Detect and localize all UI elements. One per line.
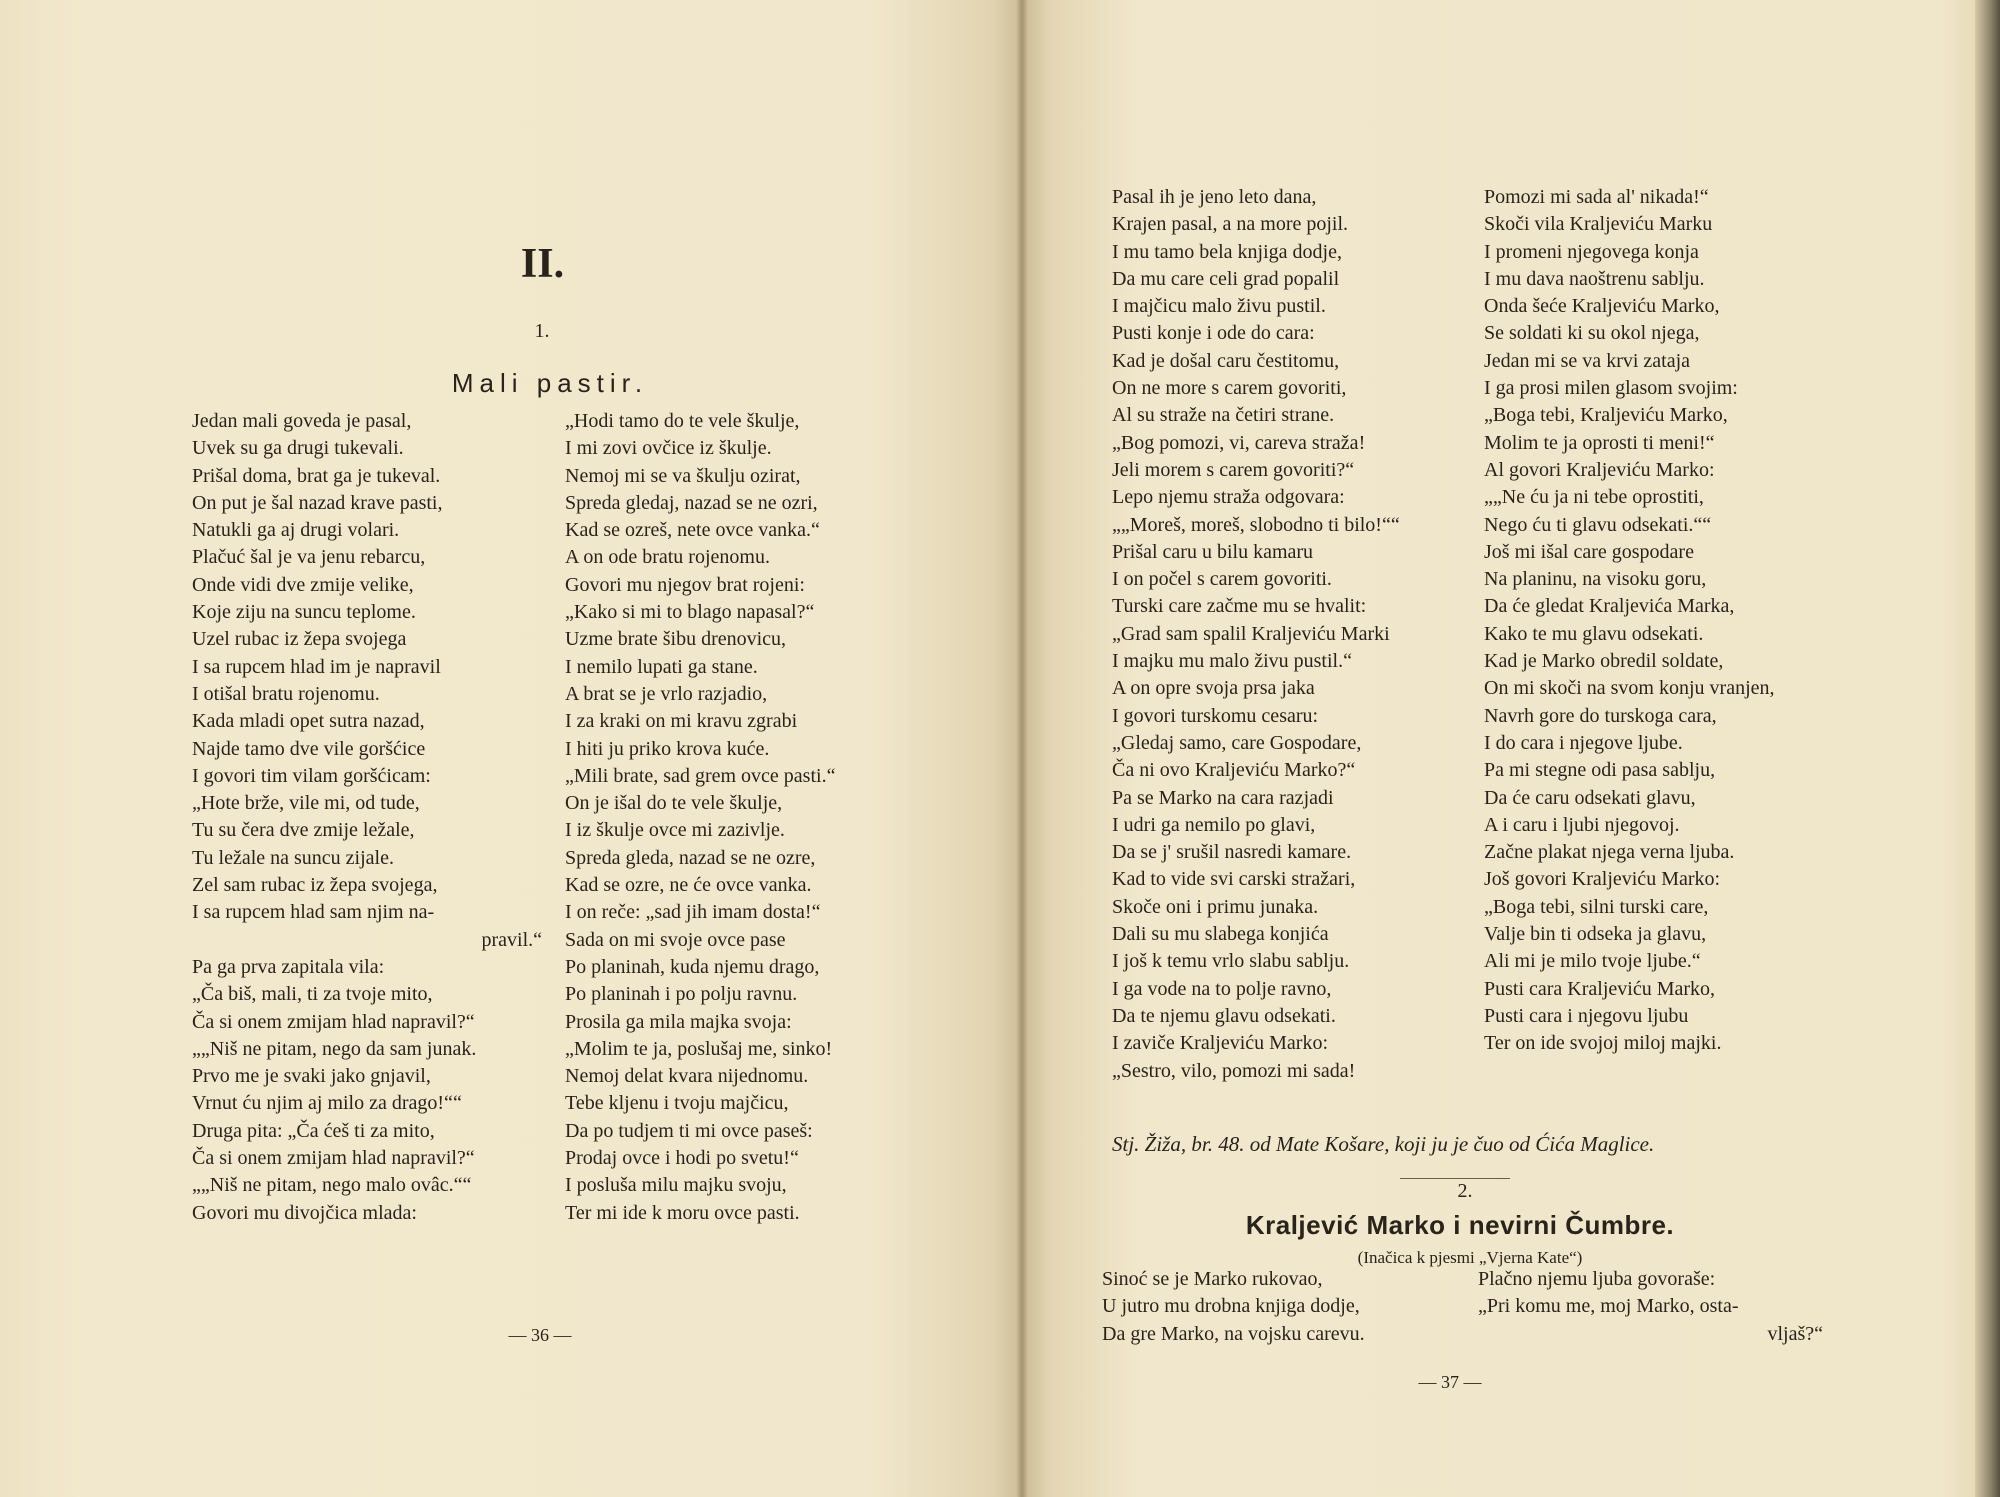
verse-line: Uzel rubac iz žepa svojega (192, 628, 407, 651)
verse-line: I zaviče Kraljeviću Marko: (1112, 1032, 1329, 1055)
verse-line: Turski care začme mu se hvalit: (1112, 595, 1367, 618)
verse-line: Plačuć šal je va jenu rebarcu, (192, 546, 426, 569)
verse-line: Kad je došal caru čestitomu, (1112, 349, 1340, 372)
verse-line: Da po tudjem ti mi ovce paseš: (565, 1119, 813, 1142)
verse-line: Ter mi ide k moru ovce pasti. (565, 1201, 800, 1224)
verse-line: Valje bin ti odseka ja glavu, (1484, 923, 1707, 946)
verse-line: Tu su čera dve zmije ležale, (192, 819, 415, 842)
verse-line: Govori mu divojčica mlada: (192, 1201, 417, 1224)
verse-line: Po planinah i po polju ravnu. (565, 983, 798, 1006)
verse-line: Onda šeće Kraljeviću Marko, (1484, 295, 1720, 318)
verse-line: I nemilo lupati ga stane. (565, 655, 758, 678)
verse-line: Sada on mi svoje ovce pase (565, 928, 786, 951)
verse-line: On ne more s carem govoriti, (1112, 377, 1347, 400)
verse-line: Navrh gore do turskoga cara, (1484, 704, 1717, 727)
verse-line: Molim te ja oprosti ti meni!“ (1484, 431, 1715, 454)
verse-line: A i caru i ljubi njegovoj. (1484, 813, 1680, 836)
verse-line: Jeli morem s carem govoriti?“ (1112, 458, 1355, 481)
verse-line: „Grad sam spalil Kraljeviću Marki (1112, 622, 1390, 645)
verse-line: Natukli ga aj drugi volari. (192, 519, 400, 542)
verse-line: Da će caru odsekati glavu, (1484, 786, 1696, 809)
verse-line: pravil.“ (481, 928, 542, 951)
verse-line: Začne plakat njega verna ljuba. (1484, 841, 1735, 864)
poem-column-right-c (1102, 1266, 1482, 1348)
verse-line: I ga vode na to polje ravno, (1112, 977, 1332, 1000)
page-number-right: — 37 — (1418, 1372, 1482, 1392)
verse-line: I otišal bratu rojenomu. (192, 682, 380, 705)
section-number-2: 2. (1457, 1180, 1473, 1202)
verse-line: Da te njemu glavu odsekati. (1112, 1004, 1336, 1027)
verse-line: Uvek su ga drugi tukevali. (192, 437, 404, 460)
verse-line: I sa rupcem hlad sam njim na- (192, 901, 435, 924)
verse-line: „„Ne ću ja ni tebe oprostiti, (1484, 486, 1704, 509)
verse-line: Tu ležale na suncu zijale. (192, 846, 394, 869)
verse-line: Dali su mu slabega konjića (1112, 923, 1329, 946)
verse-line: Spreda gledaj, nazad se ne ozri, (565, 491, 818, 514)
verse-line: Prišal doma, brat ga je tukeval. (192, 464, 441, 487)
verse-line: I ga prosi milen glasom svojim: (1484, 377, 1738, 400)
verse-line: Krajen pasal, a na more pojil. (1112, 213, 1349, 236)
verse-line: Pomozi mi sada al' nikada!“ (1484, 186, 1709, 208)
verse-line: Da će gledat Kraljevića Marka, (1484, 595, 1735, 618)
verse-line: Kad se ozreš, nete ovce vanka.“ (565, 519, 820, 542)
verse-line: I hiti ju priko krova kuće. (565, 737, 770, 760)
verse-line: Na planinu, na visoku goru, (1484, 568, 1707, 591)
verse-line: Nemoj delat kvara nijednomu. (565, 1065, 809, 1088)
verse-line: „„Niš ne pitam, nego da sam junak. (192, 1037, 477, 1060)
verse-line: Kad to vide svi carski stražari, (1112, 868, 1356, 891)
verse-line: Pusti cara Kraljeviću Marko, (1484, 977, 1716, 1000)
verse-line: I sa rupcem hlad im je napravil (192, 655, 441, 678)
verse-line: Ter on ide svojoj miloj majki. (1484, 1032, 1722, 1055)
verse-line: Jedan mali goveda je pasal, (192, 410, 412, 432)
verse-line: I udri ga nemilo po glavi, (1112, 813, 1316, 836)
verse-line: Po planinah, kuda njemu drago, (565, 955, 820, 978)
verse-line: „Kako si mi to blago napasal?“ (565, 601, 815, 624)
verse-line: I mi zovi ovčice iz škulje. (565, 437, 772, 460)
verse-line: I posluša milu majku svoju, (565, 1174, 787, 1197)
verse-line: Ča si onem zmijam hlad napravil?“ (192, 1010, 475, 1033)
verse-line: I mu tamo bela knjiga dodje, (1112, 240, 1342, 263)
verse-line: Pa se Marko na cara razjadi (1112, 786, 1334, 809)
verse-line: Prišal caru u bilu kamaru (1112, 540, 1314, 563)
verse-line: Uzme brate šibu drenovicu, (565, 628, 787, 651)
poem-title-2: Kraljević Marko i nevirni Čumbre. (1245, 1210, 1675, 1240)
poem-column-right-d (1478, 1266, 1823, 1348)
verse-line: Najde tamo dve vile goršćice (192, 737, 426, 760)
verse-line: A on ode bratu rojenomu. (565, 546, 770, 569)
verse-line: Plačno njemu ljuba govoraše: (1478, 1268, 1716, 1290)
verse-line: I do cara i njegove ljube. (1484, 731, 1683, 754)
verse-line: Al govori Kraljeviću Marko: (1484, 458, 1715, 481)
verse-line: „Pri komu me, moj Marko, osta- (1478, 1295, 1739, 1318)
verse-line: I za kraki on mi kravu zgrabi (565, 710, 798, 733)
book-gutter (1016, 0, 1028, 1497)
page-number-left: — 36 — (508, 1325, 572, 1345)
verse-line: Koje ziju na suncu teplome. (192, 601, 416, 624)
verse-line: Pasal ih je jeno leto dana, (1112, 186, 1317, 208)
verse-line: U jutro mu drobna knjiga dodje, (1102, 1295, 1360, 1318)
verse-line: Kad se ozre, ne će ovce vanka. (565, 874, 812, 897)
verse-line: Ali mi je milo tvoje ljube.“ (1484, 950, 1701, 973)
verse-line: vljaš?“ (1767, 1322, 1823, 1345)
poem-column-left-a (192, 408, 542, 1227)
source-note: Stj. Žiža, br. 48. od Mate Košare, koji ju je čuo od Ćića Maglice. (1112, 1132, 1655, 1156)
verse-line: I majku mu malo živu pustil.“ (1112, 650, 1352, 673)
verse-line: On mi skoči na svom konju vranjen, (1484, 677, 1775, 700)
verse-line: „Gledaj samo, care Gospodare, (1112, 731, 1362, 754)
verse-line: Ča si onem zmijam hlad napravil?“ (192, 1147, 475, 1170)
verse-line: I mu dava naoštrenu sablju. (1484, 267, 1705, 290)
verse-line: I govori tim vilam goršćicam: (192, 764, 431, 787)
verse-line: Još mi išal care gospodare (1484, 540, 1694, 563)
verse-line: Pusti konje i ode do cara: (1112, 322, 1315, 345)
verse-line: Sinoć se je Marko rukovao, (1102, 1268, 1323, 1290)
poem-column-right-a (1112, 184, 1477, 1085)
poem-title: Mali pastir. (451, 368, 649, 398)
verse-line: Jedan mi se va krvi zataja (1484, 349, 1691, 372)
poem-subtitle-2: (Inačica k pjesmi „Vjerna Kate“) (1357, 1248, 1583, 1267)
verse-line: Kako te mu glavu odsekati. (1484, 622, 1704, 645)
verse-line: A on opre svoja prsa jaka (1112, 677, 1315, 700)
verse-line: Skoči vila Kraljeviću Marku (1484, 213, 1713, 236)
verse-line: „Boga tebi, Kraljeviću Marko, (1484, 404, 1728, 427)
verse-line: Spreda gleda, nazad se ne ozre, (565, 846, 816, 869)
verse-line: Skoče oni i primu junaka. (1112, 895, 1319, 918)
verse-line: Ča ni ovo Kraljeviću Marko?“ (1112, 759, 1356, 782)
verse-line: Prvo me je svaki jako gnjavil, (192, 1065, 431, 1088)
verse-line: Pa mi stegne odi pasa sablju, (1484, 759, 1716, 782)
verse-line: „Molim te ja, poslušaj me, sinko! (565, 1037, 833, 1060)
verse-line: I on počel s carem govoriti. (1112, 568, 1332, 591)
verse-line: Zel sam rubac iz žepa svojega, (192, 874, 438, 897)
verse-line: Nemoj mi se va škulju ozirat, (565, 464, 801, 487)
chapter-heading: II. (520, 241, 565, 287)
verse-line: „Hodi tamo do te vele škulje, (565, 410, 800, 432)
verse-line: Nego ću ti glavu odsekati.““ (1484, 513, 1712, 536)
verse-line: Tebe kljenu i tvoju majčicu, (565, 1092, 789, 1115)
verse-line: A brat se je vrlo razjadio, (565, 682, 768, 705)
poem-column-right-b (1484, 184, 1834, 1058)
verse-line: Govori mu njegov brat rojeni: (565, 573, 805, 596)
verse-line: On je išal do te vele škulje, (565, 792, 783, 815)
verse-line: I iz škulje ovce mi zazivlje. (565, 819, 785, 842)
section-divider (1400, 1178, 1510, 1179)
poem-column-left-b (565, 408, 910, 1227)
verse-line: I promeni njegovega konja (1484, 240, 1699, 263)
verse-line: Se soldati ki su okol njega, (1484, 322, 1700, 345)
verse-line: „Bog pomozi, vi, careva straža! (1112, 431, 1366, 454)
verse-line: Kad je Marko obredil soldate, (1484, 650, 1724, 673)
verse-line: „„Niš ne pitam, nego malo ovâc.““ (192, 1174, 472, 1197)
verse-line: Još govori Kraljeviću Marko: (1484, 868, 1721, 891)
verse-line: I još k temu vrlo slabu sablju. (1112, 950, 1350, 973)
verse-line: Kada mladi opet sutra nazad, (192, 710, 425, 733)
verse-line: Pa ga prva zapitala vila: (192, 955, 385, 978)
page-edge (1975, 0, 2000, 1497)
verse-line: Pusti cara i njegovu ljubu (1484, 1004, 1689, 1027)
verse-line: „Sestro, vilo, pomozi mi sada! (1112, 1059, 1356, 1082)
verse-line: I govori turskomu cesaru: (1112, 704, 1319, 727)
verse-line: Da mu care celi grad popalil (1112, 267, 1340, 290)
verse-line: „„Moreš, moreš, slobodno ti bilo!““ (1112, 513, 1400, 536)
verse-line: „Boga tebi, silni turski care, (1484, 895, 1709, 918)
verse-line: „Mili brate, sad grem ovce pasti.“ (565, 764, 836, 787)
verse-line: Da se j' srušil nasredi kamare. (1112, 841, 1352, 864)
verse-line: Da gre Marko, na vojsku carevu. (1102, 1322, 1365, 1345)
verse-line: On put je šal nazad krave pasti, (192, 491, 443, 514)
verse-line: Prosila ga mila majka svoja: (565, 1010, 792, 1033)
verse-line: I majčicu malo živu pustil. (1112, 295, 1326, 318)
verse-line: „Ča biš, mali, ti za tvoje mito, (192, 983, 433, 1006)
verse-line: I on reče: „sad jih imam dosta!“ (565, 901, 821, 924)
verse-line: Druga pita: „Ča ćeš ti za mito, (192, 1119, 435, 1142)
verse-line: Vrnut ću njim aj milo za drago!““ (192, 1092, 462, 1115)
verse-line: Lepo njemu straža odgovara: (1112, 486, 1345, 509)
verse-line: Onde vidi dve zmije velike, (192, 573, 414, 596)
section-number: 1. (534, 320, 550, 342)
verse-line: Al su straže na četiri strane. (1112, 404, 1335, 427)
verse-line: „Hote brže, vile mi, od tude, (192, 792, 420, 815)
verse-line: Prodaj ovce i hodi po svetu!“ (565, 1147, 799, 1170)
